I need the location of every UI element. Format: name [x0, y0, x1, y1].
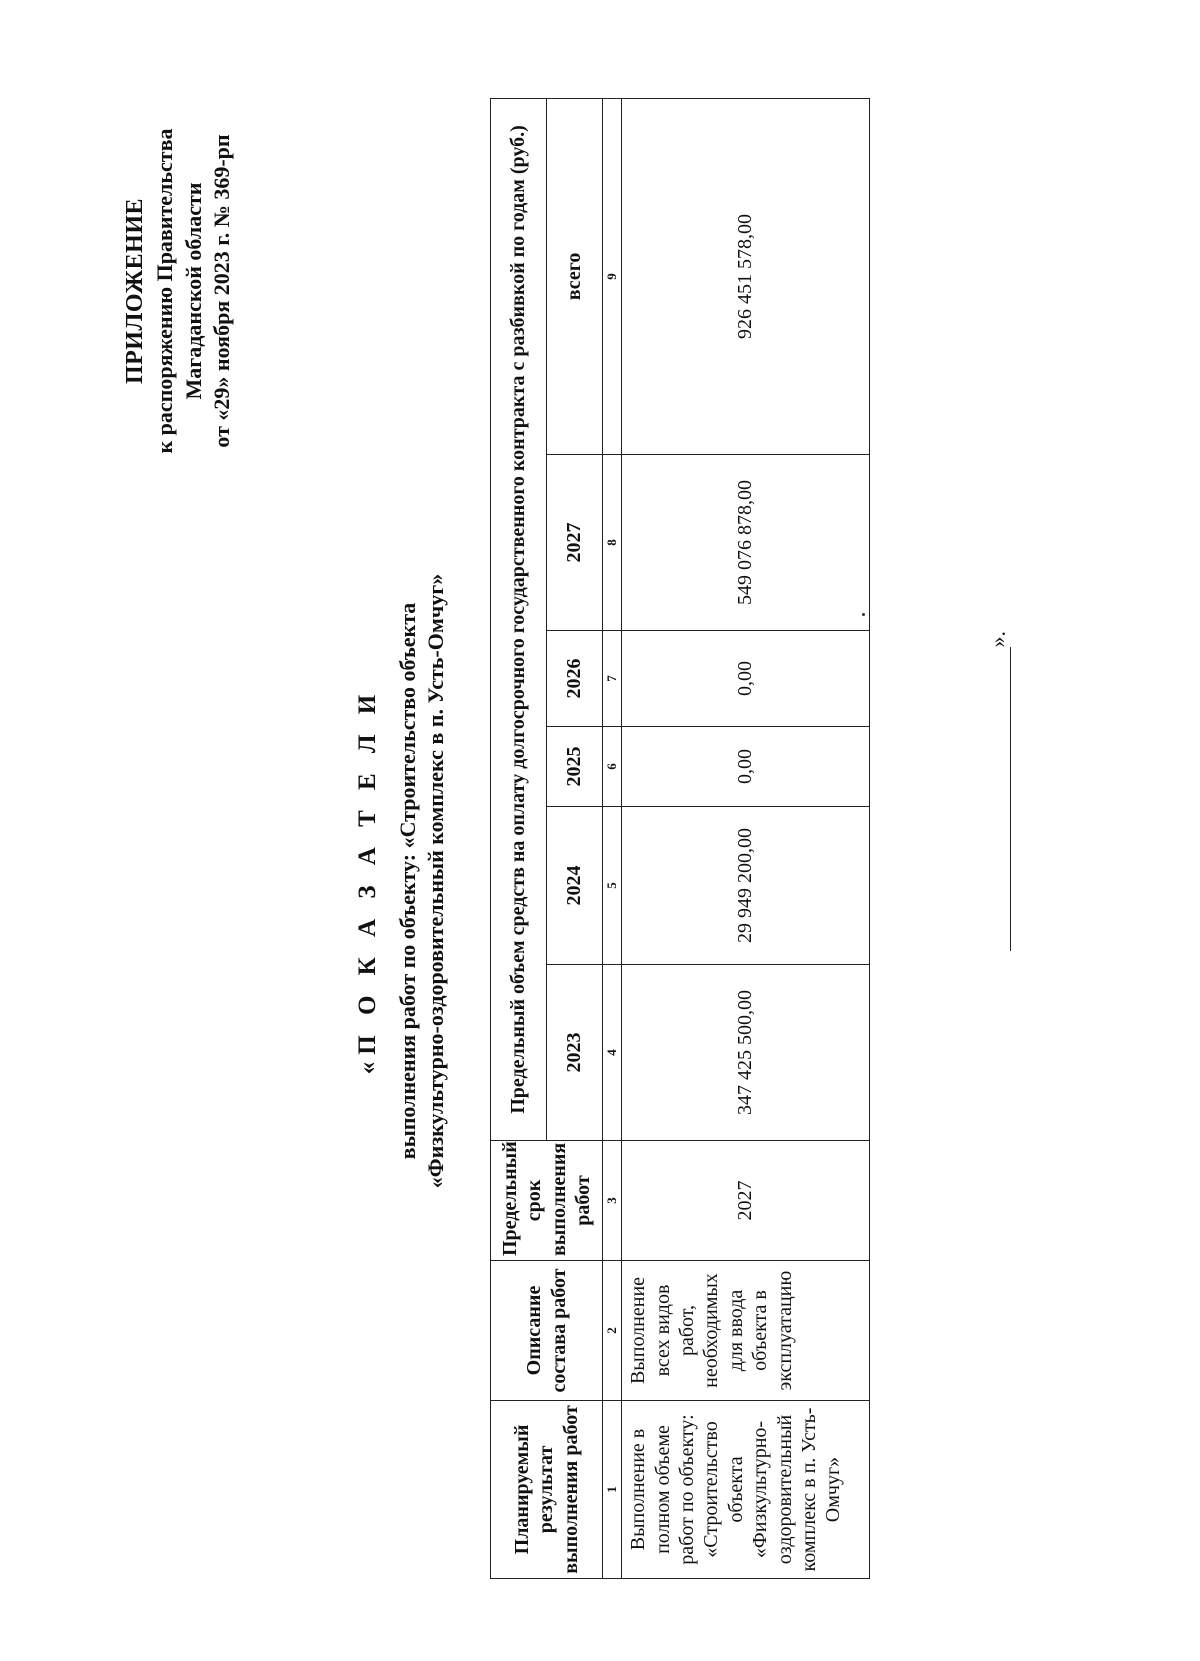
cell-description: Выполнение всех видов работ, необходимых для ввода объекта в эксплуатацию	[622, 1261, 870, 1401]
col-number: 6	[603, 727, 622, 807]
indicators-table	[490, 98, 870, 1579]
cell-value-2025: 0,00	[622, 727, 870, 807]
col-header-year-2026: 2026	[547, 631, 603, 727]
col-header-result: Планируемый результат выполнения работ	[491, 1401, 603, 1579]
col-header-description: Описание состава работ	[491, 1261, 603, 1401]
col-header-year-2027: 2027	[547, 455, 603, 631]
header-row-1	[491, 98, 547, 1578]
col-number: 2	[603, 1261, 622, 1401]
cell-deadline: 2027	[622, 1141, 870, 1261]
cell-value-2027: 549 076 878,00	[622, 455, 870, 631]
column-number-row	[603, 98, 622, 1578]
closing-mark	[985, 631, 1011, 951]
col-header-funding-group: Предельный объем средств на оплату долгосрочного государственного контракта с разбивкой по годам (руб.)	[491, 98, 547, 1140]
col-number: 1	[603, 1401, 622, 1579]
col-number: 9	[603, 98, 622, 454]
col-header-year-2023: 2023	[547, 965, 603, 1141]
col-header-total: всего	[547, 98, 603, 454]
cell-result: Выполнение в полном объеме работ по объекту: «Строительство объекта «Физкультурно-оздоровительный комплекс в п. Усть-Омчуг»	[622, 1401, 870, 1579]
closing-line	[996, 648, 1011, 952]
col-header-deadline: Предельный срок выполнения работ	[491, 1141, 603, 1261]
cell-total: 926 451 578,00	[622, 98, 870, 454]
title-sub-2: «Физкультурно-оздоровительный комплекс в п. Усть-Омчуг»	[423, 573, 449, 1189]
appendix-line-1: к распоряжению Правительства	[152, 128, 178, 454]
title-main: «П О К А З А Т Е Л И	[354, 687, 381, 1075]
table-row	[622, 98, 870, 1578]
cell-value-2024: 29 949 200,00	[622, 807, 870, 965]
col-header-year-2025: 2025	[547, 727, 603, 807]
appendix-header	[120, 81, 237, 501]
appendix-line-3: от «29» ноября 2023 г. № 369-рп	[209, 134, 235, 448]
cell-value-2026: 0,00	[622, 631, 870, 727]
col-number: 8	[603, 455, 622, 631]
col-number: 5	[603, 807, 622, 965]
document-title	[352, 501, 450, 1261]
col-number: 3	[603, 1141, 622, 1261]
cell-value-2023: 347 425 500,00	[622, 965, 870, 1141]
appendix-line-2: Магаданской области	[180, 182, 206, 400]
col-number: 4	[603, 965, 622, 1141]
scan-speck	[862, 613, 865, 616]
col-number: 7	[603, 631, 622, 727]
col-header-year-2024: 2024	[547, 807, 603, 965]
closing-quote: ».	[985, 631, 1010, 648]
title-sub-1: выполнения работ по объекту: «Строительство объекта	[395, 602, 420, 1160]
appendix-title: ПРИЛОЖЕНИЕ	[122, 197, 148, 385]
